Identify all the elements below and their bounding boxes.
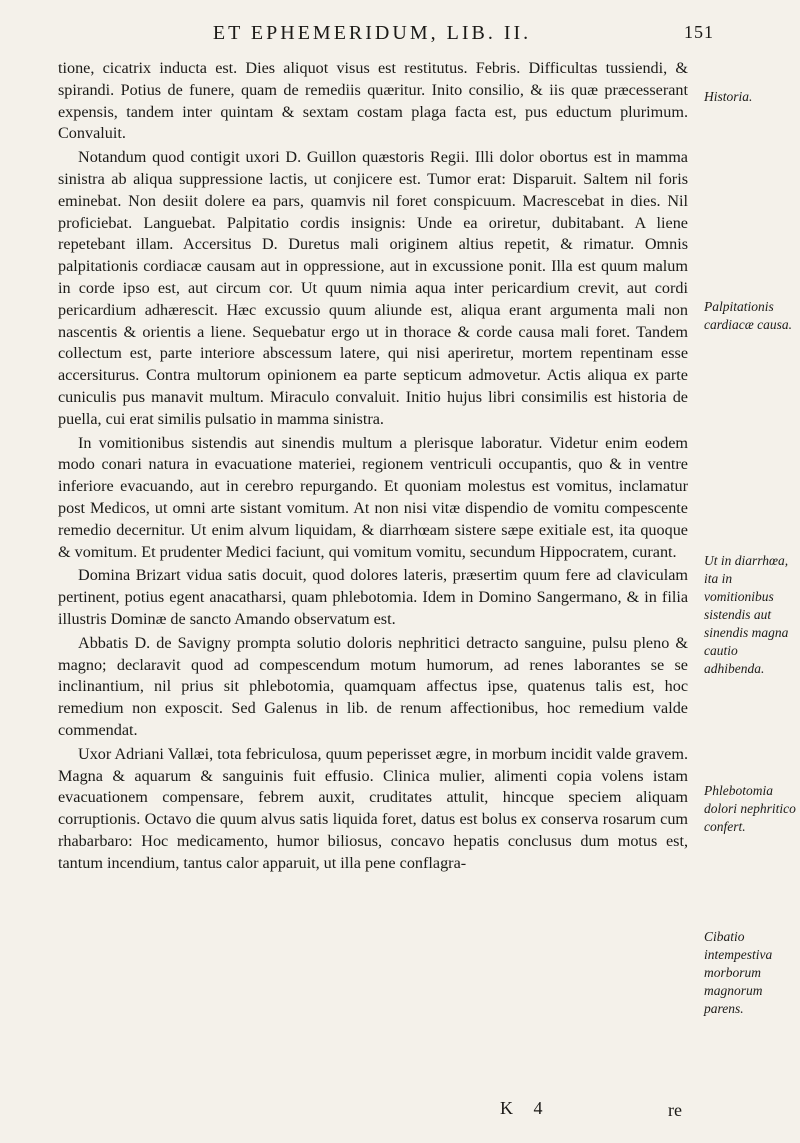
margin-note-cibatio: Cibatio intempestiva morborum magnorum parens. [704,929,773,1016]
paragraph: Notandum quod contigit uxori D. Guillon quæstoris Regii. Illi dolor obortus est in mamma sinistra ab aliqua suppressione lactis, ut conjicere est. Tumor erat: Disparuit. Saltem nil foris eminebat. Non desiit dolere ea pars, quamvis nil foret conspicuum. Macrescebat in dies. Nil proficiebat. Languebat. Palpitatio cordis insignis: Unde ea oriretur, dubitabant. A liene repetebant illam. Accersitus D. Duretus mali originem altius repetit, & rimatur. Omnis palpitationis cordiacæ causam aut in oppressione, aut in excussione ponit. Illa est quum malum in corde ipso est, aut circum cor. Ut quum nimia aqua inter pericardium crevit, aut cordi pericardium adhærescit. Hæc excussio quum aliunde est, aliqua erant argumenta mali non nascentis & orientis a liene. Sequebatur ergo ut in thorace & corde causa mali foret. Tandem collectum est, parte interiore abscessum latere, qui nisi aperiretur, mortem repentinam esse accersiturus. Contra multorum opinionem ea parte septicum admovetur. Actis aliqua ex parte cuniculis pus manavit multum. Miraculo convaluit. Initio hujus libri consimilis est historia de puella, cui erat similis pulsatio in mamma sinistra. [58,148,688,428]
margin-note-historia: Historia. [704,89,753,104]
running-head [52,22,714,45]
paragraph: Uxor Adriani Vallæi, tota febriculosa, quum peperisset ægre, in morbum incidit valde gravem. Magna & aquarum & sanguinis fuit effusio. Clinica mulier, alimenti copia volens istam evacuationem compensare, febrem auxit, cruditates attulit, hincque speciem aliquam corruptionis. Octavo die quum alvus satis liquida foret, datus est bolus ex conserva rosarum cum rhabarbaro: Hoc medicamento, humor biliosus, concavo hepatis conclusus dum motus est, tantum incendium, tantus calor apparuit, ut illa pene conflagra- [58,744,688,872]
paragraph: Abbatis D. de Savigny prompta solutio doloris nephritici detracto sanguine, pulsu pleno & magno; declaravit quod ad compescendum motum humorum, ad renes laborantes se se inclinantium, nil prius sit phlebotomia, quamquam affectus ipse, quatenus talis est, hoc remedium non exposcit. Sed Galenus in lib. de renum affectionibus, hoc remedium valde commendat. [58,633,688,739]
main-text-column [58,58,688,876]
catchword: re [668,1100,682,1120]
margin-note-phlebotomy: Phlebotomia dolori nephritico confert. [704,783,796,834]
paragraph: tione, cicatrix inducta est. Dies aliquot visus est restitutus. Febris. Difficultas tussiendi, & spirandi. Potius de funere, quam de remediis quæritur. Inito consilio, & iis quæ præcesserant expensis, tandem inter quintam & sextam costam plaga facta est, pus eductum plurimum. Convaluit. [58,59,688,143]
signature-mark: K 4 [500,1098,551,1118]
running-title: ET EPHEMERIDUM, LIB. II. [212,22,532,44]
paragraph: Domina Brizart vidua satis docuit, quod dolores lateris, præsertim quum fere ad claviculam pertinent, potius egent anacatharsi, quam phlebotomia. Idem in Domino Sangermano, & in filia illustris Dominæ de sancto Amando observatum est. [58,566,688,628]
page-footer [0,1098,800,1128]
margin-note-vomiting: Ut in diarrhœa, ita in vomitionibus sistendis aut sinendis magna cautio adhibenda. [704,553,789,676]
margin-note-palpitation: Palpitationis cardiacæ causa. [704,299,792,332]
paragraph: In vomitionibus sistendis aut sinendis multum a plerisque laboratur. Videtur enim eodem modo conari natura in evacuatione materiei, regionem ventriculi occupantis, quo & in ventre inferiore evacuando, aut in cerebro repurgando. Et quoniam molestus est vomitus, inclamatur post Medicos, ut omni arte sistant vomitum. At non nisi vitæ dispendio de vomitu compescente remedio decernitur. Ut enim alvum liquidam, & diarrhœam sistere sæpe exitiale est, ita quoque & vomitum. Et prudenter Medici faciunt, qui vomitum vomitu, secundum Hippocratem, curant. [58,433,688,561]
page-number: 151 [684,22,714,42]
